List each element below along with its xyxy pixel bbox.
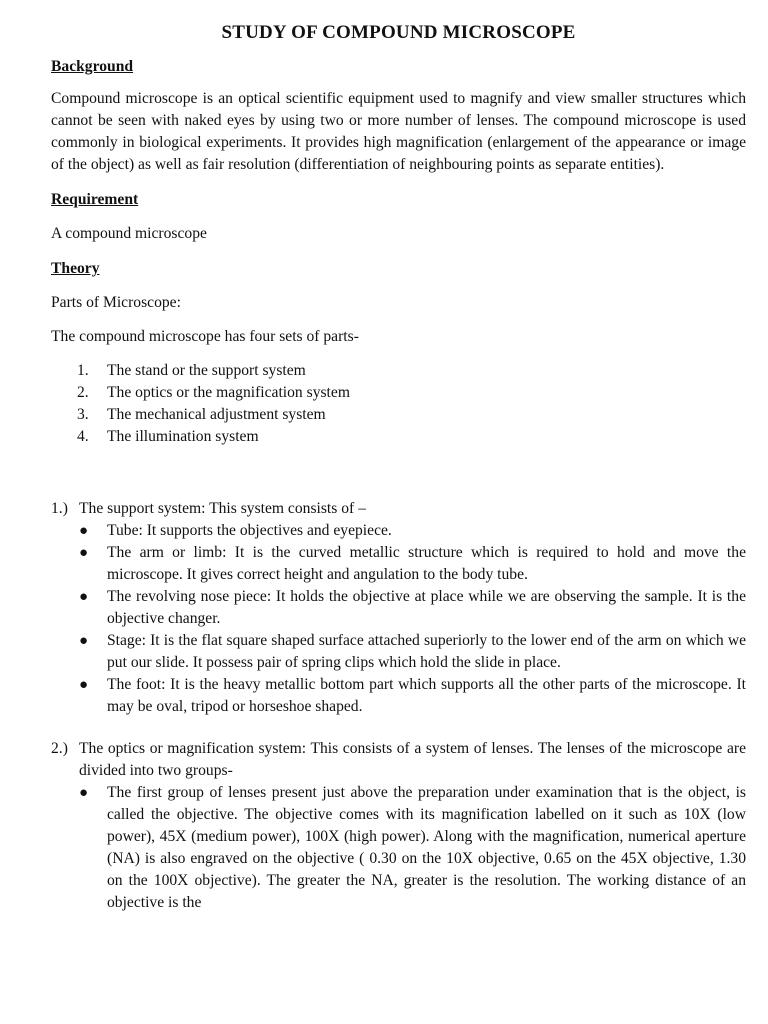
list-item	[51, 426, 746, 448]
bullet-text: The foot: It is the heavy metallic bottom part which supports all the other parts of the microscope. It may be oval, tripod or horseshoe shaped.	[107, 676, 746, 715]
list-number: 2.	[77, 384, 89, 401]
bullet-item	[51, 542, 746, 586]
bullet-icon: ●	[79, 785, 89, 801]
parts-list	[51, 360, 746, 448]
bullet-text: The arm or limb: It is the curved metallic structure which is required to hold and move the microscope. It gives correct height and angulation to the body tube.	[107, 544, 746, 583]
background-heading: Background	[51, 58, 134, 75]
support-system-section	[51, 498, 746, 718]
bullet-text: Stage: It is the flat square shaped surface attached superiorly to the lower end of the arm on which we put our slide. It possess pair of spring clips which hold the slide in place.	[107, 632, 746, 671]
list-number: 3.	[77, 406, 89, 423]
bullet-item	[51, 586, 746, 630]
page-title: STUDY OF COMPOUND MICROSCOPE	[221, 22, 576, 43]
bullet-list	[51, 782, 746, 914]
section-number: 1.)	[51, 500, 68, 517]
section-number: 2.)	[51, 740, 68, 757]
bullet-icon: ●	[79, 523, 89, 539]
list-text: The mechanical adjustment system	[107, 406, 326, 423]
section-heading	[51, 738, 746, 782]
parts-title: Parts of Microscope:	[51, 294, 181, 311]
theory-heading: Theory	[51, 260, 100, 277]
parts-intro: The compound microscope has four sets of parts-	[51, 328, 359, 345]
list-item	[51, 382, 746, 404]
list-number: 4.	[77, 428, 89, 445]
background-text: Compound microscope is an optical scientific equipment used to magnify and view smaller structures which cannot be seen with naked eyes by using two or more number of lenses. The compound microscope is used commonly in biological experiments. It provides high magnification (enlargement of the appearance or image of the object) as well as fair resolution (differentiation of neighbouring points as separate entities).	[51, 90, 746, 173]
bullet-icon: ●	[79, 633, 89, 649]
bullet-text: The first group of lenses present just above the preparation under examination that is the object, is called the objective. The objective comes with its magnification labelled on it such as 10X (low power), 45X (medium power), 100X (high power). Along with the magnification, numerical aperture (NA) is also engraved on the objective ( 0.30 on the 10X objective, 0.65 on the 45X objective, 1.30 on the 100X objective). The greater the NA, greater is the resolution. The working distance of an objective is the	[107, 784, 746, 911]
list-number: 1.	[77, 362, 89, 379]
bullet-text: Tube: It supports the objectives and eyepiece.	[107, 522, 392, 539]
list-text: The optics or the magnification system	[107, 384, 350, 401]
list-item	[51, 360, 746, 382]
requirement-text: A compound microscope	[51, 225, 207, 242]
bullet-list	[51, 520, 746, 718]
bullet-item	[51, 674, 746, 718]
bullet-icon: ●	[79, 677, 89, 693]
section-heading-text: The optics or magnification system: This consists of a system of lenses. The lenses of the microscope are divided into two groups-	[79, 740, 746, 779]
bullet-item	[51, 630, 746, 674]
bullet-icon: ●	[79, 545, 89, 561]
bullet-icon: ●	[79, 589, 89, 605]
requirement-heading: Requirement	[51, 191, 139, 208]
list-item	[51, 404, 746, 426]
bullet-text: The revolving nose piece: It holds the objective at place while we are observing the sample. It is the objective changer.	[107, 588, 746, 627]
list-text: The illumination system	[107, 428, 259, 445]
bullet-item	[51, 782, 746, 914]
section-heading	[51, 498, 746, 520]
list-text: The stand or the support system	[107, 362, 306, 379]
section-heading-text: The support system: This system consists of –	[79, 500, 366, 517]
bullet-item	[51, 520, 746, 542]
optics-system-section	[51, 738, 746, 914]
